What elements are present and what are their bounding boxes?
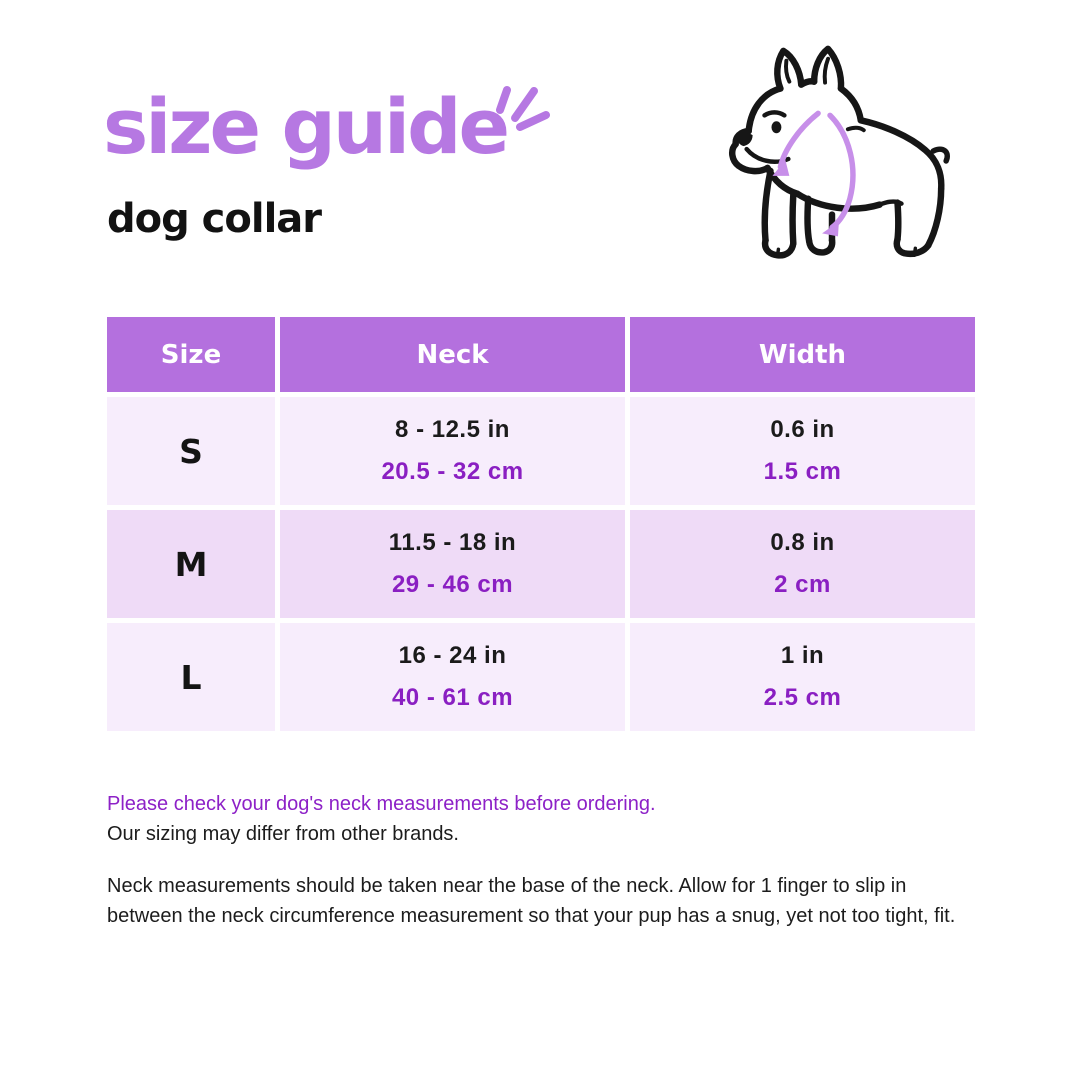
table-row-l-width xyxy=(630,623,975,731)
dog-eye xyxy=(771,121,781,133)
table-row-m-neck xyxy=(280,510,625,618)
table-row-s-size xyxy=(107,397,275,505)
size-label: L xyxy=(180,657,202,697)
table-row-m-size xyxy=(107,510,275,618)
table-row-l-neck xyxy=(280,623,625,731)
width-centimeters: 1.5 cm xyxy=(763,458,842,485)
column-header-size: Size xyxy=(107,317,275,392)
neck-centimeters: 40 - 61 cm xyxy=(391,684,514,711)
neck-centimeters: 20.5 - 32 cm xyxy=(381,458,524,485)
table-row-s-neck xyxy=(280,397,625,505)
neck-inches: 8 - 12.5 in xyxy=(395,416,510,443)
french-bulldog-illustration xyxy=(703,42,961,274)
width-centimeters: 2 cm xyxy=(774,571,831,598)
note-measurement-instructions: Neck measurements should be taken near the base of the neck. Allow for 1 finger to slip in between the neck circumference measurement so that your pup has a snug, yet not too tight, fit. xyxy=(107,875,956,927)
size-label: M xyxy=(174,544,208,584)
table-row-s-width xyxy=(630,397,975,505)
neck-inches: 16 - 24 in xyxy=(398,642,507,669)
page-title: size guide xyxy=(103,82,508,171)
width-inches: 1 in xyxy=(780,642,825,669)
note-sizing-differs: Our sizing may differ from other brands. xyxy=(107,823,459,845)
table-row-m-width xyxy=(630,510,975,618)
note-check-measurements: Please check your dog's neck measurements before ordering. xyxy=(107,793,656,815)
neck-inches: 11.5 - 18 in xyxy=(388,529,517,556)
size-label: S xyxy=(179,431,203,471)
width-inches: 0.8 in xyxy=(770,529,835,556)
width-inches: 0.6 in xyxy=(770,416,835,443)
sizing-notes xyxy=(107,789,987,931)
column-header-width: Width xyxy=(630,317,975,392)
neck-centimeters: 29 - 46 cm xyxy=(391,571,514,598)
page-subtitle: dog collar xyxy=(107,196,322,242)
column-header-neck: Neck xyxy=(280,317,625,392)
size-table xyxy=(107,317,975,731)
width-centimeters: 2.5 cm xyxy=(763,684,842,711)
table-row-l-size xyxy=(107,623,275,731)
sparkle-icon xyxy=(494,84,556,142)
